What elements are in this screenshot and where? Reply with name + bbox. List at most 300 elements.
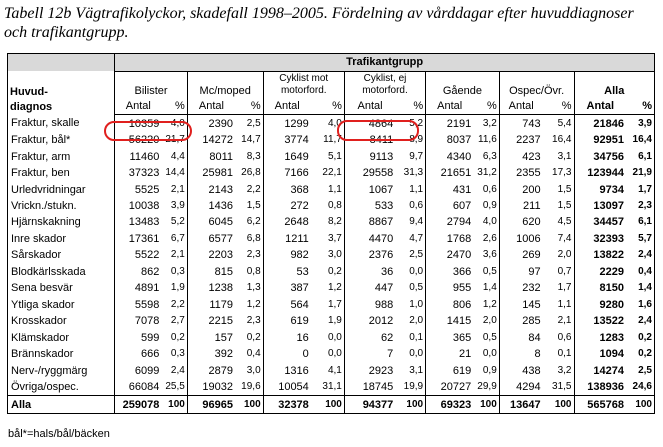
cell-count: 982: [263, 247, 311, 263]
cell-percent: 21,9: [626, 165, 655, 181]
cell-count: 37323: [115, 165, 162, 181]
subheader-pct: %: [311, 98, 345, 115]
cell-count: 53: [263, 264, 311, 280]
cell-count: 32378: [263, 396, 311, 414]
cell-percent: 1,6: [626, 296, 655, 312]
subheader-antal: Antal: [115, 98, 162, 115]
cell-count: 10054: [263, 379, 311, 396]
cell-count: 5598: [115, 296, 162, 312]
cell-count: 9734: [574, 181, 626, 197]
column-header-cyklist-mot-line2: motorford.: [280, 84, 327, 96]
subheader-pct: %: [543, 98, 574, 115]
cell-percent: 0,0: [311, 329, 345, 345]
subheader-antal: Antal: [263, 98, 311, 115]
cell-count: 36: [344, 264, 395, 280]
cell-count: 1436: [187, 198, 235, 214]
cell-percent: 2,6: [473, 231, 499, 247]
cell-count: 1211: [263, 231, 311, 247]
table-row: [8, 247, 655, 263]
row-header-line1: Huvud-: [10, 85, 48, 98]
cell-count: 8: [499, 346, 542, 362]
cell-count: 29558: [344, 165, 395, 181]
row-label: Sena besvär: [8, 280, 115, 296]
cell-count: 7: [344, 346, 395, 362]
cell-count: 16: [263, 329, 311, 345]
cell-percent: 7,4: [543, 231, 574, 247]
row-label: Nerv-/ryggmärg: [8, 362, 115, 378]
cell-count: 69323: [426, 396, 474, 414]
cell-count: 21846: [574, 115, 626, 132]
cell-percent: 2,3: [235, 313, 263, 329]
cell-count: 431: [426, 181, 474, 197]
cell-percent: 0,2: [235, 329, 263, 345]
cell-percent: 1,2: [473, 296, 499, 312]
cell-count: 200: [499, 181, 542, 197]
cell-percent: 0,2: [161, 329, 187, 345]
row-label: Krosskador: [8, 313, 115, 329]
row-label: Alla: [8, 396, 115, 414]
cell-percent: 1,1: [395, 181, 425, 197]
cell-percent: 2,4: [626, 247, 655, 263]
cell-count: 2470: [426, 247, 474, 263]
cell-percent: 0,6: [473, 181, 499, 197]
cell-count: 988: [344, 296, 395, 312]
cell-count: 157: [187, 329, 235, 345]
column-name-row: [8, 71, 655, 98]
table-row: [8, 346, 655, 362]
table-row: [8, 264, 655, 280]
cell-count: 10038: [115, 198, 162, 214]
cell-count: 8150: [574, 280, 626, 296]
cell-count: 6099: [115, 362, 162, 378]
cell-percent: 1,0: [395, 296, 425, 312]
cell-percent: 2,0: [395, 313, 425, 329]
table-row: [8, 214, 655, 230]
row-label: Fraktur, ben: [8, 165, 115, 181]
cell-percent: 100: [543, 396, 574, 414]
cell-count: 272: [263, 198, 311, 214]
cell-count: 232: [499, 280, 542, 296]
row-label: Fraktur, skalle: [8, 115, 115, 132]
cell-percent: 5,1: [311, 148, 345, 164]
cell-count: 438: [499, 362, 542, 378]
row-label: Urledvridningar: [8, 181, 115, 197]
cell-percent: 2,4: [161, 362, 187, 378]
cell-percent: 3,2: [473, 115, 499, 132]
cell-count: 138936: [574, 379, 626, 396]
table-body: [8, 115, 655, 414]
cell-count: 8011: [187, 148, 235, 164]
cell-count: 13522: [574, 313, 626, 329]
cell-count: 2390: [187, 115, 235, 132]
row-label: Blodkärlsskada: [8, 264, 115, 280]
subheader-pct: %: [395, 98, 425, 115]
cell-count: 1415: [426, 313, 474, 329]
cell-count: 56220: [115, 132, 162, 148]
column-header-cyklist-ej-line2: motorford.: [362, 84, 408, 96]
cell-percent: 2,1: [161, 181, 187, 197]
cell-count: 9280: [574, 296, 626, 312]
cell-count: 6577: [187, 231, 235, 247]
cell-count: 619: [426, 362, 474, 378]
cell-percent: 0,2: [626, 346, 655, 362]
cell-percent: 0,8: [235, 264, 263, 280]
cell-percent: 1,3: [235, 280, 263, 296]
cell-percent: 1,2: [235, 296, 263, 312]
cell-percent: 8,3: [235, 148, 263, 164]
column-header-alla: Alla: [574, 71, 655, 98]
table-row: [8, 280, 655, 296]
cell-percent: 0,9: [473, 198, 499, 214]
cell-percent: 31,3: [395, 165, 425, 181]
cell-count: 533: [344, 198, 395, 214]
cell-percent: 0,6: [395, 198, 425, 214]
cell-count: 3774: [263, 132, 311, 148]
cell-count: 34756: [574, 148, 626, 164]
cell-count: 862: [115, 264, 162, 280]
row-header: [8, 71, 115, 115]
cell-percent: 5,2: [395, 115, 425, 132]
cell-percent: 0,4: [626, 264, 655, 280]
cell-count: 365: [426, 329, 474, 345]
cell-count: 20727: [426, 379, 474, 396]
column-header-cyklist-mot: [263, 71, 344, 98]
row-label: Sårskador: [8, 247, 115, 263]
cell-count: 96965: [187, 396, 235, 414]
footnote: bål*=hals/bål/bäcken: [8, 428, 110, 440]
cell-percent: 0,3: [161, 346, 187, 362]
subheader-antal: Antal: [499, 98, 542, 115]
cell-percent: 6,2: [235, 214, 263, 230]
cell-percent: 0,0: [395, 346, 425, 362]
table-title: Tabell 12b Vägtrafikolyckor, skadefall 1998–2005. Fördelning av vårddagar efter huvuddiagnoser och trafikantgrupp.: [4, 5, 634, 41]
cell-count: 366: [426, 264, 474, 280]
cell-percent: 0,0: [395, 264, 425, 280]
cell-count: 25981: [187, 165, 235, 181]
cell-count: 4294: [499, 379, 542, 396]
subheader-pct: %: [473, 98, 499, 115]
cell-percent: 0,0: [473, 346, 499, 362]
cell-count: 21651: [426, 165, 474, 181]
cell-percent: 25,5: [161, 379, 187, 396]
cell-count: 4891: [115, 280, 162, 296]
cell-count: 4470: [344, 231, 395, 247]
cell-count: 11460: [115, 148, 162, 164]
cell-percent: 0,1: [395, 329, 425, 345]
cell-percent: 1,1: [311, 181, 345, 197]
cell-count: 2215: [187, 313, 235, 329]
row-label: Brännskador: [8, 346, 115, 362]
cell-count: 8411: [344, 132, 395, 148]
cell-percent: 6,8: [235, 231, 263, 247]
cell-count: 599: [115, 329, 162, 345]
cell-count: 666: [115, 346, 162, 362]
cell-percent: 1,7: [311, 296, 345, 312]
cell-count: 2879: [187, 362, 235, 378]
cell-count: 8037: [426, 132, 474, 148]
cell-count: 955: [426, 280, 474, 296]
subheader-pct: %: [626, 98, 655, 115]
cell-count: 4864: [344, 115, 395, 132]
cell-percent: 3,9: [161, 198, 187, 214]
cell-percent: 6,3: [473, 148, 499, 164]
cell-percent: 0,9: [473, 362, 499, 378]
table-row: [8, 198, 655, 214]
cell-percent: 1,5: [235, 198, 263, 214]
cell-count: 1649: [263, 148, 311, 164]
cell-percent: 3,7: [311, 231, 345, 247]
cell-count: 21: [426, 346, 474, 362]
cell-percent: 5,2: [161, 214, 187, 230]
cell-count: 10359: [115, 115, 162, 132]
cell-count: 806: [426, 296, 474, 312]
cell-count: 17361: [115, 231, 162, 247]
cell-percent: 14,7: [235, 132, 263, 148]
table-row: [8, 132, 655, 148]
cell-count: 7078: [115, 313, 162, 329]
cell-count: 1238: [187, 280, 235, 296]
cell-percent: 0,0: [311, 346, 345, 362]
column-header-cyklist-mot-line1: Cyklist mot: [279, 72, 329, 84]
cell-percent: 1,5: [543, 181, 574, 197]
cell-percent: 2,5: [395, 247, 425, 263]
cell-count: 13822: [574, 247, 626, 263]
cell-percent: 9,4: [395, 214, 425, 230]
cell-count: 5522: [115, 247, 162, 263]
cell-percent: 3,1: [543, 148, 574, 164]
cell-count: 815: [187, 264, 235, 280]
cell-count: 97: [499, 264, 542, 280]
cell-count: 1006: [499, 231, 542, 247]
row-label: Vrickn./stukn.: [8, 198, 115, 214]
cell-count: 211: [499, 198, 542, 214]
cell-count: 1094: [574, 346, 626, 362]
cell-percent: 2,5: [626, 362, 655, 378]
cell-count: 565768: [574, 396, 626, 414]
cell-percent: 22,1: [311, 165, 345, 181]
cell-percent: 4,0: [161, 115, 187, 132]
cell-count: 1768: [426, 231, 474, 247]
table-row: [8, 329, 655, 345]
empty-corner: [8, 54, 115, 72]
cell-percent: 21,7: [161, 132, 187, 148]
cell-percent: 5,7: [626, 231, 655, 247]
cell-percent: 0,2: [626, 329, 655, 345]
cell-percent: 1,7: [543, 280, 574, 296]
cell-count: 447: [344, 280, 395, 296]
cell-percent: 0,6: [543, 329, 574, 345]
cell-count: 1179: [187, 296, 235, 312]
cell-percent: 31,2: [473, 165, 499, 181]
cell-count: 14272: [187, 132, 235, 148]
cell-percent: 5,4: [543, 115, 574, 132]
cell-percent: 0,3: [161, 264, 187, 280]
cell-percent: 1,9: [161, 280, 187, 296]
cell-count: 2191: [426, 115, 474, 132]
cell-percent: 0,5: [473, 264, 499, 280]
cell-count: 2012: [344, 313, 395, 329]
cell-count: 1316: [263, 362, 311, 378]
row-label: Fraktur, arm: [8, 148, 115, 164]
cell-count: 387: [263, 280, 311, 296]
cell-percent: 1,7: [626, 181, 655, 197]
cell-count: 19032: [187, 379, 235, 396]
column-header-cyklist-ej: [344, 71, 425, 98]
subheader-pct: %: [235, 98, 263, 115]
table-row: [8, 313, 655, 329]
total-row: [8, 396, 655, 414]
cell-percent: 31,5: [543, 379, 574, 396]
cell-percent: 6,1: [626, 148, 655, 164]
row-label: Övriga/ospec.: [8, 379, 115, 396]
cell-count: 9113: [344, 148, 395, 164]
cell-count: 34457: [574, 214, 626, 230]
cell-count: 423: [499, 148, 542, 164]
cell-count: 84: [499, 329, 542, 345]
group-header: Trafikantgrupp: [115, 54, 655, 72]
cell-percent: 0,5: [395, 280, 425, 296]
column-header-bilister: Bilister: [115, 71, 188, 98]
cell-percent: 6,7: [161, 231, 187, 247]
column-header-gaende: Gående: [426, 71, 500, 98]
cell-percent: 11,6: [473, 132, 499, 148]
column-header-ospec: Ospec/Övr.: [499, 71, 574, 98]
cell-percent: 2,4: [626, 313, 655, 329]
cell-count: 619: [263, 313, 311, 329]
cell-percent: 29,9: [473, 379, 499, 396]
cell-count: 285: [499, 313, 542, 329]
cell-percent: 4,0: [473, 214, 499, 230]
row-label: Inre skador: [8, 231, 115, 247]
cell-count: 145: [499, 296, 542, 312]
cell-percent: 4,0: [311, 115, 345, 132]
cell-count: 13097: [574, 198, 626, 214]
cell-percent: 6,1: [626, 214, 655, 230]
cell-percent: 2,1: [161, 247, 187, 263]
cell-count: 8867: [344, 214, 395, 230]
cell-percent: 4,5: [543, 214, 574, 230]
row-header-line2: diagnos: [10, 100, 53, 113]
group-header-row: [8, 54, 655, 72]
table-row: [8, 165, 655, 181]
cell-count: 259078: [115, 396, 162, 414]
cell-percent: 24,6: [626, 379, 655, 396]
cell-percent: 1,5: [543, 198, 574, 214]
cell-percent: 100: [626, 396, 655, 414]
cell-count: 2355: [499, 165, 542, 181]
cell-percent: 2,1: [543, 313, 574, 329]
cell-count: 2376: [344, 247, 395, 263]
cell-count: 6045: [187, 214, 235, 230]
cell-count: 13483: [115, 214, 162, 230]
cell-count: 14274: [574, 362, 626, 378]
cell-percent: 0,8: [311, 198, 345, 214]
cell-percent: 3,0: [311, 247, 345, 263]
cell-count: 2143: [187, 181, 235, 197]
cell-count: 564: [263, 296, 311, 312]
cell-count: 1299: [263, 115, 311, 132]
cell-percent: 4,7: [395, 231, 425, 247]
cell-count: 7166: [263, 165, 311, 181]
cell-count: 2794: [426, 214, 474, 230]
cell-percent: 31,1: [311, 379, 345, 396]
cell-count: 368: [263, 181, 311, 197]
cell-count: 92951: [574, 132, 626, 148]
cell-count: 94377: [344, 396, 395, 414]
cell-count: 2203: [187, 247, 235, 263]
cell-count: 2648: [263, 214, 311, 230]
cell-percent: 4,4: [161, 148, 187, 164]
row-label: Ytliga skador: [8, 296, 115, 312]
cell-percent: 8,9: [395, 132, 425, 148]
cell-percent: 2,5: [235, 115, 263, 132]
cell-percent: 1,4: [626, 280, 655, 296]
cell-count: 2229: [574, 264, 626, 280]
cell-count: 743: [499, 115, 542, 132]
row-label: Fraktur, bål*: [8, 132, 115, 148]
cell-percent: 17,3: [543, 165, 574, 181]
cell-count: 5525: [115, 181, 162, 197]
cell-count: 2237: [499, 132, 542, 148]
cell-percent: 19,6: [235, 379, 263, 396]
cell-percent: 2,3: [235, 247, 263, 263]
cell-percent: 1,9: [311, 313, 345, 329]
cell-percent: 16,4: [543, 132, 574, 148]
cell-count: 1067: [344, 181, 395, 197]
cell-percent: 4,1: [311, 362, 345, 378]
cell-percent: 100: [235, 396, 263, 414]
cell-percent: 14,4: [161, 165, 187, 181]
cell-count: 1283: [574, 329, 626, 345]
cell-percent: 3,9: [626, 115, 655, 132]
cell-percent: 100: [311, 396, 345, 414]
table-row: [8, 231, 655, 247]
cell-percent: 1,4: [473, 280, 499, 296]
cell-percent: 100: [161, 396, 187, 414]
cell-percent: 9,7: [395, 148, 425, 164]
table-row: [8, 379, 655, 396]
cell-count: 0: [263, 346, 311, 362]
cell-percent: 16,4: [626, 132, 655, 148]
cell-percent: 100: [473, 396, 499, 414]
subheader-pct: %: [161, 98, 187, 115]
cell-percent: 2,7: [161, 313, 187, 329]
cell-percent: 1,2: [311, 280, 345, 296]
cell-percent: 0,1: [543, 346, 574, 362]
cell-percent: 3,6: [473, 247, 499, 263]
cell-percent: 0,4: [235, 346, 263, 362]
cell-percent: 19,9: [395, 379, 425, 396]
column-header-mc-moped: Mc/moped: [187, 71, 263, 98]
cell-percent: 3,2: [543, 362, 574, 378]
cell-percent: 3,0: [235, 362, 263, 378]
cell-count: 620: [499, 214, 542, 230]
table-row: [8, 296, 655, 312]
cell-count: 269: [499, 247, 542, 263]
row-label: Klämskador: [8, 329, 115, 345]
cell-percent: 100: [395, 396, 425, 414]
cell-count: 4340: [426, 148, 474, 164]
cell-percent: 2,2: [235, 181, 263, 197]
table-row: [8, 115, 655, 132]
table-row: [8, 181, 655, 197]
subheader-antal: Antal: [426, 98, 474, 115]
cell-count: 2923: [344, 362, 395, 378]
cell-percent: 0,5: [473, 329, 499, 345]
table-row: [8, 148, 655, 164]
cell-percent: 2,0: [473, 313, 499, 329]
subheader-antal: Antal: [187, 98, 235, 115]
